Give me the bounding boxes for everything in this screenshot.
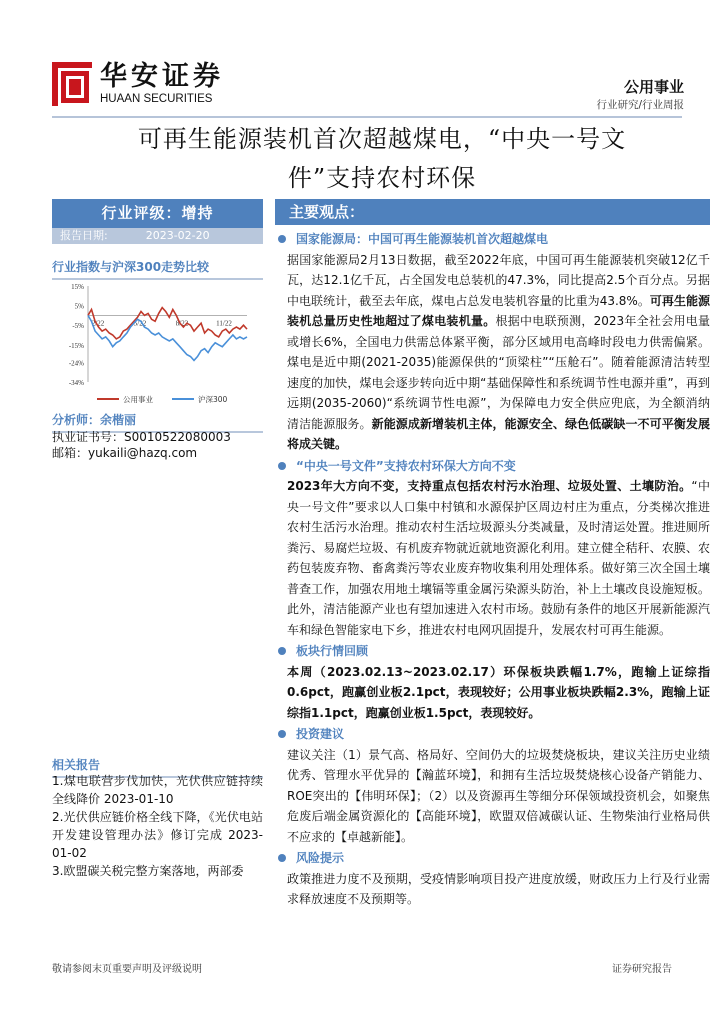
bullet-icon xyxy=(278,854,286,862)
industry-rating: 行业评级：增持 xyxy=(52,199,263,228)
related-report-item[interactable]: 1.煤电联营步伐加快，光伏供应链持续全线降价 2023-01-10 xyxy=(52,774,263,806)
chart-title: 行业指数与沪深300走势比较 xyxy=(52,258,263,280)
logo-cn: 华安证券 xyxy=(100,61,224,92)
title-line-1: 可再生能源装机首次超越煤电，“中央一号文 xyxy=(137,125,627,153)
y-tick-label: 5% xyxy=(74,302,84,311)
related-report-item[interactable]: 3.欧盟碳关税完整方案落地，两部委 xyxy=(52,864,244,878)
bold-text: 本周（2023.02.13~2023.02.17）环保板块跌幅1.7%，跑输上证综指0.6pct，跑赢创业板2.1pct，表现较好；公用事业板块跌幅2.3%，跑输上证综指1.1pct，跑赢创业板1.5pct，表现较好。 xyxy=(287,664,710,720)
related-reports-title: 相关报告 xyxy=(52,756,263,778)
body-text: 根据中电联预测，2023年全社会用电量或增长6%，全国电力供需总体紧平衡，部分区域用电高峰时段电力供需偏紧。煤电是近中期(2021-2035)能源保供的“顶梁柱”“压舱石”。随着能源清洁转型速度的加快，煤电会逐步转向近中期“基础保障性和系统调节性电源并重”，再到远期(2035-2060)“系统调节性电源”，为保障电力安全供应兜底，为全额消纳清洁能源服务。 xyxy=(287,314,710,431)
section-title: 板块行情回顾 xyxy=(296,644,369,658)
sector-label: 公用事业 xyxy=(623,78,684,96)
logo-mark-icon xyxy=(52,62,92,106)
analyst-email[interactable]: 邮箱：yukaili@hazq.com xyxy=(52,446,198,460)
section-heading xyxy=(275,456,710,477)
report-title xyxy=(52,120,712,198)
bullet-icon xyxy=(278,235,286,243)
report-date: 2023-02-20 xyxy=(145,229,210,242)
company-logo xyxy=(52,62,224,106)
section-title: 国家能源局：中国可再生能源装机首次超越煤电 xyxy=(296,232,549,246)
body-text: 据国家能源局2月13日数据，截至2022年底，中国可再生能源装机突破12亿千瓦，达12.1亿千瓦，占全国发电总装机的47.3%，同比提高2.5个百分点。另据中电联统计，截至去年底，煤电占总发电装机容量的比重为43.8%。 xyxy=(287,252,710,308)
related-report-item[interactable]: 2.光伏供应链价格全线下降，《光伏电站开发建设管理办法》修订完成 2023-01-02 xyxy=(52,810,263,860)
paragraph xyxy=(275,476,710,640)
body-text: 政策推进力度不及预期，受疫情影响项目投产进度放缓，财政压力上行及行业需求释放速度不及预期等。 xyxy=(287,871,710,906)
section-heading xyxy=(275,848,710,869)
header-divider xyxy=(52,116,682,118)
cert-number: 执业证书号：S0010522080003 xyxy=(52,430,231,444)
index-comparison-chart xyxy=(52,278,263,406)
date-label: 报告日期: xyxy=(60,229,108,242)
footer-disclaimer: 敬请参阅末页重要声明及评级说明 xyxy=(52,964,202,975)
title-line-2: 件”支持农村环保 xyxy=(287,164,477,192)
y-tick-label: -15% xyxy=(68,341,84,350)
main-points-header: 主要观点： xyxy=(275,199,710,225)
x-tick-label: 8/22 xyxy=(175,319,189,328)
main-points-body xyxy=(275,228,710,910)
legend-label: 公用事业 xyxy=(123,395,153,404)
bullet-icon xyxy=(278,462,286,470)
related-reports-list xyxy=(52,772,263,880)
paragraph xyxy=(275,869,710,910)
y-tick-label: -34% xyxy=(68,379,84,387)
bold-text: 2023年大方向不变，支持重点包括农村污水治理、垃圾处置、土壤防治。 xyxy=(287,479,692,493)
paragraph xyxy=(275,745,710,848)
body-text: 建议关注（1）景气高、格局好、空间仍大的垃圾焚烧板块，建议关注历史业绩优秀、管理水平优异的【瀚蓝环境】，和拥有生活垃圾焚烧核心设备产销能力、ROE突出的【伟明环保】；（2）以及资源再生等细分环保领域投资机会，如聚焦危废后端金属资源化的【高能环境】，欧盟双倍减碳认证、生物柴油行业格局供不应求的【卓越新能】。 xyxy=(287,747,710,844)
section-title: 风险提示 xyxy=(296,851,345,865)
legend-label: 沪深300 xyxy=(198,395,228,404)
x-tick-label: 5/22 xyxy=(133,319,147,328)
bullet-icon xyxy=(278,647,286,655)
section-title: “中央一号文件”支持农村环保大方向不变 xyxy=(296,458,516,473)
x-tick-label: 2/22 xyxy=(91,319,105,328)
bullet-icon xyxy=(278,730,286,738)
analyst-name: 分析师：余楷丽 xyxy=(52,411,263,433)
y-tick-label: -5% xyxy=(72,322,84,331)
bold-text: 可再生能源装机总量历史性地超过了煤电装机量。 xyxy=(287,293,710,328)
report-date-bar xyxy=(52,228,263,244)
bold-text: 新能源成新增装机主体，能源安全、绿色低碳缺一不可平衡发展将成关键。 xyxy=(287,416,710,451)
section-heading xyxy=(275,724,710,745)
y-tick-label: 15% xyxy=(71,283,84,291)
section-heading xyxy=(275,641,710,662)
x-tick-label: 11/22 xyxy=(216,319,232,328)
body-text: “中央一号文件”要求以人口集中村镇和水源保护区周边村庄为重点，分类梯次推进农村生活污水治理。推动农村生活垃圾源头分类减量，及时清运处置。推进厕所粪污、易腐烂垃圾、有机废弃物就近就地资源化利用。建立健全秸秆、农膜、农药包装废弃物、畜禽粪污等农业废弃物收集利用处理体系。做好第三次全国土壤普查工作，加强农用地土壤镉等重金属污染源头防治，补上土壤改良设施短板。此外，清洁能源产业也有望加速进入农村市场。鼓励有条件的地区开展新能源汽车和绿色智能家电下乡，推进农村电网巩固提升，发展农村可再生能源。 xyxy=(287,479,710,637)
paragraph xyxy=(275,662,710,724)
y-tick-label: -24% xyxy=(68,359,84,368)
section-heading xyxy=(275,229,710,250)
report-type: 行业研究/行业周报 xyxy=(596,99,684,111)
section-title: 投资建议 xyxy=(296,727,345,741)
logo-en: HUAAN SECURITIES xyxy=(100,93,213,105)
footer-label: 证券研究报告 xyxy=(612,964,672,975)
paragraph xyxy=(275,250,710,455)
